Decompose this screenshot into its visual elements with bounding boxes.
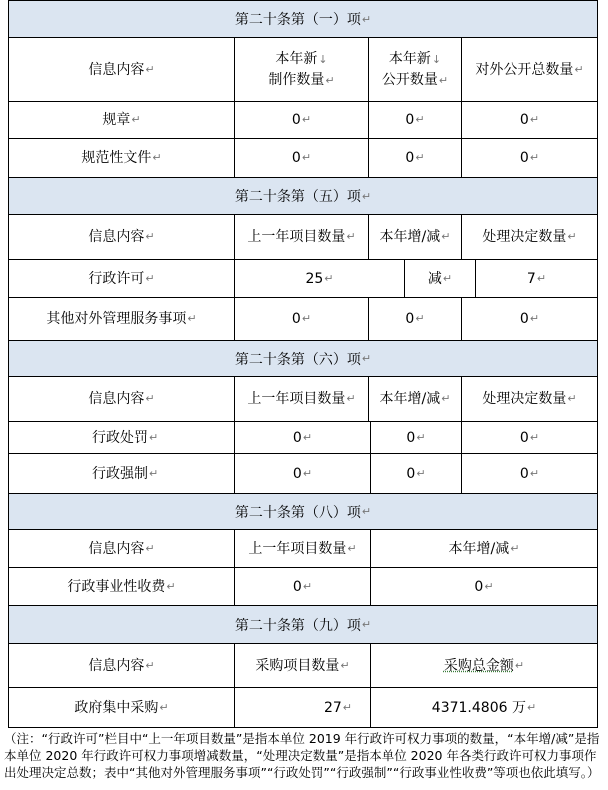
section-header-article-20-1: 第二十条第（一）项 ↵ — [8, 0, 598, 38]
row-label: 其他对外管理服务事项 ↵ — [46, 311, 197, 327]
table-row: 其他对外管理服务事项 ↵ 0 ↵ 0 ↵ 0 ↵ — [8, 298, 598, 341]
row-label: 规章 ↵ — [102, 112, 141, 128]
table-row: 行政许可 ↵ 25 ↵ 减 ↵ 7 ↵ — [8, 260, 598, 298]
row-label: 行政处罚 ↵ — [92, 429, 159, 446]
col-header-new-public: 本年新↓ 公开数量↵ — [368, 38, 461, 101]
section-title: 第二十条第（六）项 — [234, 351, 361, 368]
section-header-article-20-8: 第二十条第（八）项 ↵ — [8, 494, 598, 530]
table-row: 行政处罚 ↵ 0 ↵ 0 ↵ 0 ↵ — [8, 422, 598, 454]
col-header-info: 信息内容 ↵ — [88, 61, 155, 78]
table-row: 行政强制 ↵ 0 ↵ 0 ↵ 0 ↵ — [8, 454, 598, 494]
table-row: 规范性文件 ↵ 0 ↵ 0 ↵ 0 ↵ — [8, 139, 598, 178]
section-title: 第二十条第（五）项 — [234, 189, 361, 205]
section-header-article-20-5: 第二十条第（五）项 ↵ — [8, 178, 598, 215]
table-header-row — [8, 38, 598, 102]
footnote: （注：“行政许可”栏目中“上一年项目数量”是指本单位 2019 年行政许可权力事项的数量，“本年增/减”是指本单位 2020 年行政许可权力事项增减数量，“处理决定数量”是指本单位 2020 年各类行政许可权力事项作出处理决定总数；表中“其他对外管理服务事项”“行政处罚”“行政强制”“行政事业性收费”等项也依此填写。） — [4, 731, 600, 780]
section-title: 第二十条第（一）项 — [234, 12, 361, 28]
section-header-article-20-9: 第二十条第（九）项 ↵ — [8, 606, 598, 644]
section-title: 第二十条第（九）项 — [234, 617, 361, 634]
table-row: 政府集中采购 ↵ 27 ↵ 4371.4806 万 ↵ — [8, 688, 598, 728]
row-label: 规范性文件 ↵ — [81, 150, 162, 166]
row-label: 政府集中采购 ↵ — [74, 699, 169, 716]
table-header-row: 信息内容 ↵ 上一年项目数量 ↵ 本年增/减 ↵ 处理决定数量 ↵ — [8, 377, 598, 422]
table-header-row: 信息内容 ↵ 上一年项目数量 ↵ 本年增/减 ↵ 处理决定数量 ↵ — [8, 215, 598, 260]
col-header-new-made: 本年新↓ 制作数量↵ — [234, 38, 368, 101]
row-label: 行政事业性收费 ↵ — [67, 578, 176, 595]
section-header-article-20-6: 第二十条第（六）项 ↵ — [8, 341, 598, 377]
table-row: 行政事业性收费 ↵ 0 ↵ 0 ↵ — [8, 568, 598, 606]
table-row: 规章 ↵ 0 ↵ 0 ↵ 0 ↵ — [8, 102, 598, 139]
table-header-row: 信息内容 ↵ 上一年项目数量 ↵ 本年增/减 ↵ — [8, 530, 598, 568]
table-header-row: 信息内容 ↵ 采购项目数量 ↵ 采购总金额 ↵ — [8, 644, 598, 688]
col-header-total-public: 对外公开总数量 ↵ — [461, 38, 597, 101]
row-label: 行政强制 ↵ — [92, 465, 159, 482]
row-label: 行政许可 ↵ — [88, 270, 155, 287]
section-title: 第二十条第（八）项 — [234, 504, 361, 521]
